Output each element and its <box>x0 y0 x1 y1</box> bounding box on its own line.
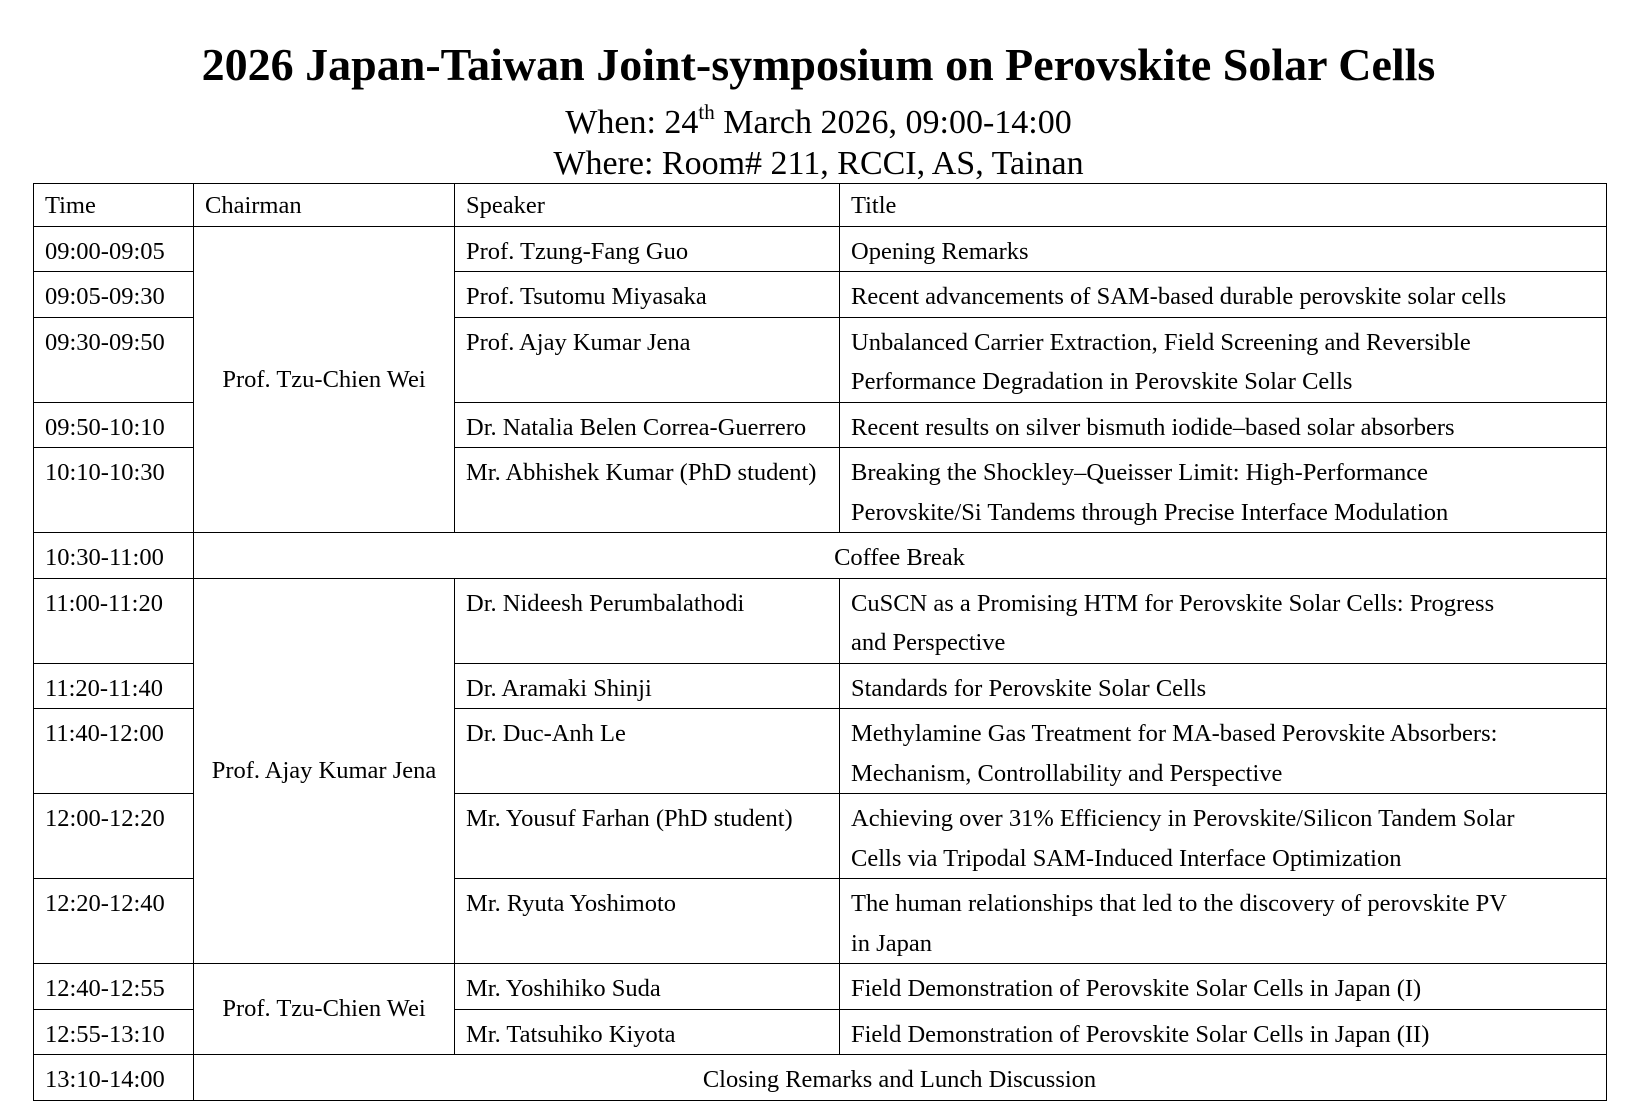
event-date: When: 24th March 2026, 09:00-14:00 <box>565 100 1072 141</box>
title-cell: Unbalanced Carrier Extraction, Field Screening and Reversible Performance Degradation in Perovskite Solar Cells <box>840 317 1607 402</box>
speaker-cell: Prof. Tzung-Fang Guo <box>455 226 840 272</box>
time-cell: 09:50-10:10 <box>34 402 194 448</box>
title-cell: Opening Remarks <box>840 226 1607 272</box>
closing-cell: Closing Remarks and Lunch Discussion <box>194 1055 1607 1101</box>
time-cell: 10:30-11:00 <box>34 533 194 579</box>
speaker-cell: Prof. Tsutomu Miyasaka <box>455 272 840 318</box>
title-cell: CuSCN as a Promising HTM for Perovskite Solar Cells: Progress and Perspective <box>840 578 1607 663</box>
speaker-cell: Dr. Duc-Anh Le <box>455 709 840 794</box>
time-cell: 12:20-12:40 <box>34 879 194 964</box>
time-cell: 09:00-09:05 <box>34 226 194 272</box>
title-cell: Methylamine Gas Treatment for MA-based Perovskite Absorbers: Mechanism, Controllability and Perspective <box>840 709 1607 794</box>
time-cell: 12:55-13:10 <box>34 1009 194 1055</box>
speaker-cell: Dr. Aramaki Shinji <box>455 663 840 709</box>
time-cell: 11:40-12:00 <box>34 709 194 794</box>
time-cell: 12:00-12:20 <box>34 794 194 879</box>
speaker-cell: Mr. Tatsuhiko Kiyota <box>455 1009 840 1055</box>
time-cell: 09:05-09:30 <box>34 272 194 318</box>
speaker-cell: Dr. Natalia Belen Correa-Guerrero <box>455 402 840 448</box>
title-cell: Breaking the Shockley–Queisser Limit: High-Performance Perovskite/Si Tandems through Precise Interface Modulation <box>840 448 1607 533</box>
time-cell: 11:20-11:40 <box>34 663 194 709</box>
schedule-table <box>33 183 1607 1101</box>
speaker-cell: Mr. Yousuf Farhan (PhD student) <box>455 794 840 879</box>
chairman-cell: Prof. Tzu-Chien Wei <box>194 226 455 533</box>
page-title: 2026 Japan-Taiwan Joint-symposium on Perovskite Solar Cells <box>201 39 1436 90</box>
table-row <box>34 226 1607 272</box>
table-row <box>34 1055 1607 1101</box>
time-cell: 10:10-10:30 <box>34 448 194 533</box>
column-header-time: Time <box>34 184 194 227</box>
speaker-cell: Prof. Ajay Kumar Jena <box>455 317 840 402</box>
column-header-chairman: Chairman <box>194 184 455 227</box>
time-cell: 12:40-12:55 <box>34 964 194 1010</box>
break-cell: Coffee Break <box>194 533 1607 579</box>
title-cell: Field Demonstration of Perovskite Solar Cells in Japan (I) <box>840 964 1607 1010</box>
chairman-cell: Prof. Tzu-Chien Wei <box>194 964 455 1055</box>
table-header-row <box>34 184 1607 227</box>
time-cell: 11:00-11:20 <box>34 578 194 663</box>
column-header-speaker: Speaker <box>455 184 840 227</box>
speaker-cell: Mr. Yoshihiko Suda <box>455 964 840 1010</box>
column-header-title: Title <box>840 184 1607 227</box>
title-cell: Standards for Perovskite Solar Cells <box>840 663 1607 709</box>
event-location: Where: Room# 211, RCCI, AS, Tainan <box>553 145 1084 182</box>
title-cell: Field Demonstration of Perovskite Solar Cells in Japan (II) <box>840 1009 1607 1055</box>
table-row <box>34 533 1607 579</box>
table-row <box>34 578 1607 663</box>
time-cell: 09:30-09:50 <box>34 317 194 402</box>
time-cell: 13:10-14:00 <box>34 1055 194 1101</box>
title-cell: Recent results on silver bismuth iodide–based solar absorbers <box>840 402 1607 448</box>
table-row <box>34 964 1607 1010</box>
chairman-cell: Prof. Ajay Kumar Jena <box>194 578 455 964</box>
speaker-cell: Mr. Abhishek Kumar (PhD student) <box>455 448 840 533</box>
speaker-cell: Dr. Nideesh Perumbalathodi <box>455 578 840 663</box>
title-cell: Recent advancements of SAM-based durable perovskite solar cells <box>840 272 1607 318</box>
title-cell: Achieving over 31% Efficiency in Perovskite/Silicon Tandem Solar Cells via Tripodal SAM-Induced Interface Optimization <box>840 794 1607 879</box>
title-cell: The human relationships that led to the discovery of perovskite PV in Japan <box>840 879 1607 964</box>
speaker-cell: Mr. Ryuta Yoshimoto <box>455 879 840 964</box>
